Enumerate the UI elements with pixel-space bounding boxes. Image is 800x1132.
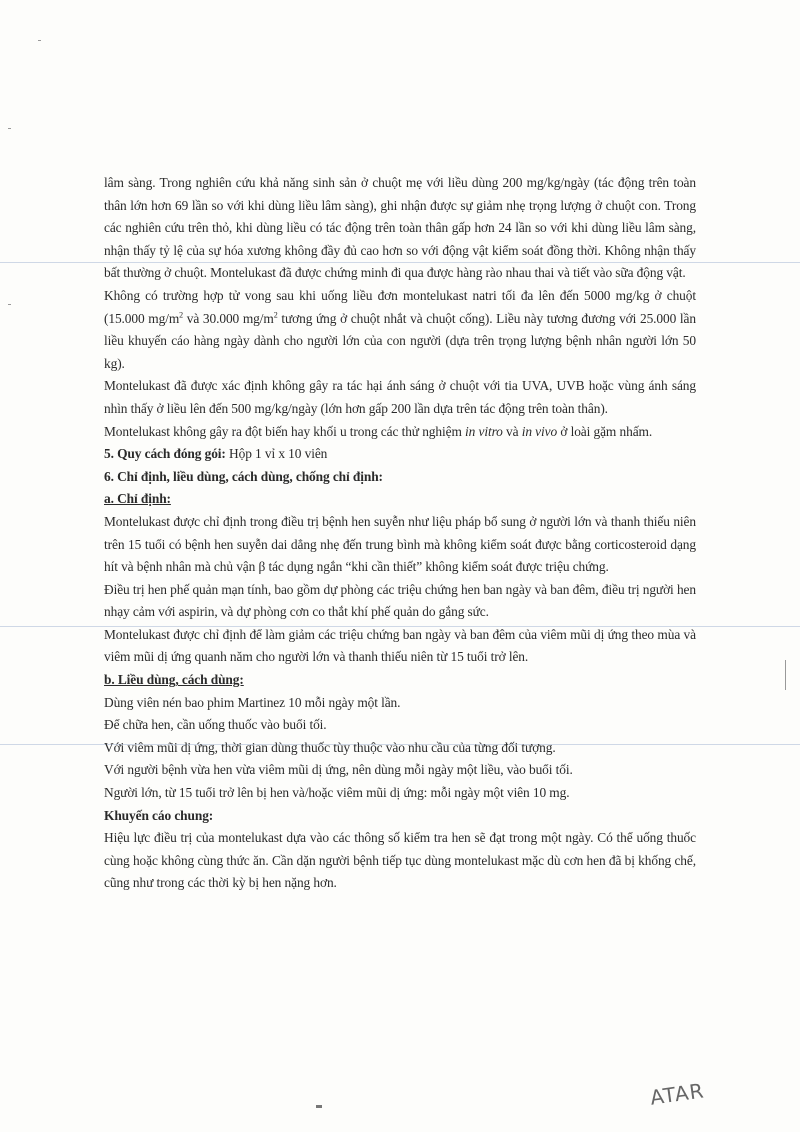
dosage-line: Dùng viên nén bao phim Martinez 10 mỗi ngày một lần.	[104, 694, 401, 710]
dosage-line: Với người bệnh vừa hen vừa viêm mũi dị ứng, nên dùng mỗi ngày một liều, vào buổi tối.	[104, 762, 573, 778]
paragraph-phototoxicity: Montelukast đã được xác định không gây ra tác hại ánh sáng ở chuột với tia UVA, UVB hoặc vùng ánh sáng nhìn thấy ở liều lên đến 500 mg/kg/ngày (lớn hơn gấp 200 lần dựa trên tác động trên toàn thân).	[104, 378, 696, 416]
scan-speck	[8, 128, 11, 129]
scan-speck	[785, 660, 786, 690]
page-mark	[316, 1105, 322, 1108]
dosage-line: Với viêm mũi dị ứng, thời gian dùng thuốc tùy thuộc vào nhu cầu của từng đối tượng.	[104, 739, 556, 755]
general-recommendation-heading: Khuyến cáo chung:	[104, 807, 214, 823]
packaging-line: 5. Quy cách đóng gói: Hộp 1 vỉ x 10 viên	[104, 446, 328, 462]
scan-speck	[8, 304, 11, 305]
dosage-line: Người lớn, từ 15 tuổi trở lên bị hen và/hoặc viêm mũi dị ứng: mỗi ngày một viên 10 mg.	[104, 785, 570, 801]
scan-speck	[38, 40, 41, 41]
indication-paragraph-2: Điều trị hen phế quản mạn tính, bao gồm dự phòng các triệu chứng hen ban ngày và ban đêm, điều trị người hen nhạy cảm với aspirin, và dự phòng cơn co thắt khí phế quản do gắng sức.	[104, 581, 696, 620]
dosage-heading: b. Liều dùng, cách dùng:	[104, 672, 244, 688]
indication-heading: a. Chỉ định:	[104, 491, 171, 507]
paragraph-reproductive: lâm sàng. Trong nghiên cứu khả năng sinh sản ở chuột mẹ với liều dùng 200 mg/kg/ngày (tác động trên toàn thân lớn hơn 69 lần so với khi dùng liều lâm sàng), ghi nhận được sự giảm nhẹ trọng lượng ở chuột con. Trong các nghiên cứu trên thỏ, khi dùng liều có tác động trên toàn thân gấp hơn 24 lần so với khi dùng liều lâm sàng, nhận thấy tỷ lệ của sự hóa xương không đầy đủ cao hơn so với động vật kiểm soát đồng thời. Không nhận thấy bất thường ở chuột. Montelukast đã được chứng minh đi qua được hàng rào nhau thai và tiết vào sữa động vật.	[104, 175, 696, 281]
indication-paragraph-3: Montelukast được chỉ định để làm giảm các triệu chứng ban ngày và ban đêm của viêm mũi dị ứng theo mùa và viêm mũi dị ứng quanh năm cho người lớn và thanh thiếu niên từ 15 tuổi trở lên.	[104, 626, 696, 665]
paragraph-mutagenicity: Montelukast không gây ra đột biến hay khối u trong các thử nghiệm in vitro và in vivo ở loài gặm nhấm.	[104, 423, 653, 439]
section-6-heading: 6. Chỉ định, liều dùng, cách dùng, chống chỉ định:	[104, 468, 383, 484]
general-recommendation-text: Hiệu lực điều trị của montelukast dựa vào các thông số kiểm tra hen sẽ đạt trong một ngày. Có thể uống thuốc cùng hoặc không cùng thức ăn. Cần dặn người bệnh tiếp tục dùng montelukast mặc dù cơn hen đã bị khống chế, cũng như trong các thời kỳ bị hen nặng hơn.	[104, 830, 696, 891]
paragraph-overdose: Không có trường hợp tử vong sau khi uống liều đơn montelukast natri tối đa lên đến 5000 mg/kg ở chuột (15.000 $mg/m^2$ và 30.000 $mg/m^2$ tương ứng ở chuột nhắt và chuột cống). Liều này tương đương với 25.000 lần liều khuyến cáo hàng ngày dành cho người lớn của con người (dựa trên trọng lượng bệnh nhân người lớn 50 kg).	[104, 287, 696, 371]
dosage-line: Để chữa hen, cần uống thuốc vào buổi tối.	[104, 717, 327, 733]
indication-paragraph-1: Montelukast được chỉ định trong điều trị bệnh hen suyễn như liệu pháp bổ sung ở người lớn và thanh thiếu niên trên 15 tuổi có bệnh hen suyễn dai dẳng nhẹ đến trung bình mà không kiểm soát được bằng corticosteroid dạng hít và bệnh nhân mà chủ vận β tác dụng ngắn “khi cần thiết” không kiểm soát được triệu chứng.	[104, 513, 696, 575]
handwritten-signature: ATAR	[648, 1078, 706, 1110]
document-body	[104, 172, 696, 895]
